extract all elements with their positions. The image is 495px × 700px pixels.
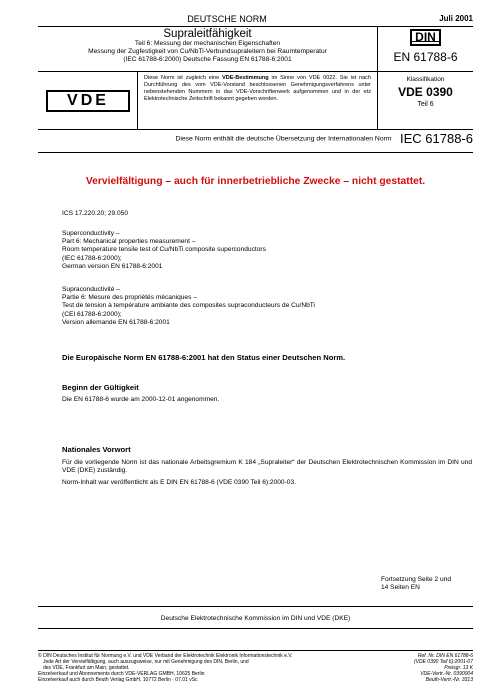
copyright-line: des VDE, Frankfurt am Main, gestattet. xyxy=(43,665,130,672)
foreword-paragraph: Norm-Inhalt war veröffentlicht als E DIN EN 61788-6 (VDE 0390 Teil 6):2000-03. xyxy=(62,479,296,486)
vde-logo-mark: VDE xyxy=(46,90,130,112)
reference-line: (VDE 0390 Teil 6):2001-07 xyxy=(413,659,473,666)
reference-line: Beuth-Vertr.-Nr. 3313 xyxy=(425,677,473,684)
document-title: Supraleitfähigkeit xyxy=(163,28,252,40)
publication-date: Juli 2001 xyxy=(439,14,473,23)
continuation-line: 14 Seiten EN xyxy=(381,584,420,592)
foreword-paragraph: Für die vorliegende Norm ist das nationale Arbeitsgremium K 184 „Supraleiter“ der Deutschen Elektrotechnischen Kommission im DIN und VDE (DKE) zuständig. xyxy=(62,459,472,475)
copyright-notice xyxy=(38,653,378,683)
vde-desc-text: im Sinne von VDE 0022. Sie ist nach Durchführung des vom VDE-Vorstand beschlossenen Genehmigungsverfahrens unter nebenstehenden Nummern in das VDE-Vorschriftenwerk aufgenommen und in der etz Elektrotechnische Zeitschrift bekannt gegeben worden. xyxy=(144,75,371,102)
din-logo: DIN xyxy=(410,29,441,46)
classification-part: Teil 6 xyxy=(417,101,434,108)
classification-block xyxy=(378,71,473,129)
french-title-line: Version allemande EN 61788-6:2001 xyxy=(62,318,170,326)
english-title-line: Part 6: Mechanical properties measurement – xyxy=(62,238,196,246)
continuation-line: Fortsetzung Seite 2 und xyxy=(381,576,452,583)
din-number: EN 61788-6 xyxy=(393,50,458,64)
french-title-line: (CEI 61788-6:2000); xyxy=(62,310,122,318)
classification-label: Klassifikation xyxy=(406,76,445,83)
ics-code: ICS 17.220.20; 29.050 xyxy=(62,210,128,217)
classification-number: VDE 0390 xyxy=(398,85,453,99)
divider xyxy=(38,628,473,629)
english-title-line: Superconductivity – xyxy=(62,230,120,237)
iec-reference-text: Diese Norm enthält die deutsche Übersetzung der Internationalen Norm xyxy=(175,135,392,143)
vde-desc-text: Diese Norm ist zugleich eine xyxy=(144,75,223,81)
copy-warning: Vervielfältigung – auch für innerbetriebliche Zwecke – nicht gestattet. xyxy=(85,176,426,187)
dke-commission: Deutsche Elektrotechnische Kommission im DIN und VDE (DKE) xyxy=(160,615,351,622)
divider xyxy=(38,650,473,651)
reference-numbers xyxy=(385,653,473,683)
continuation-note xyxy=(381,576,451,593)
title-line: Teil 6: Messung der mechanischen Eigenschaften xyxy=(134,40,281,47)
reference-line: Preisgr. 13 K xyxy=(444,665,473,672)
reference-line: Ref. Nr. DIN EN 61788-6 xyxy=(417,653,473,659)
document-header xyxy=(38,12,473,26)
copyright-line: Einzelverkauf auch durch Beuth Verlag GmbH, 10772 Berlin · 07.01 vSc xyxy=(38,677,198,684)
english-title-line: Room temperature tensile test of Cu/NbTi composite superconductors xyxy=(62,246,266,254)
validity-heading: Beginn der Gültigkeit xyxy=(62,383,139,392)
french-title-line: Test de tension à température ambiante des composites supraconducteurs de Cu/NbTi xyxy=(62,302,316,310)
iec-number: IEC 61788-6 xyxy=(400,131,473,147)
english-title xyxy=(62,230,472,271)
vde-logo xyxy=(38,71,138,129)
french-title-line: Supraconductivité – xyxy=(62,286,120,293)
title-line: (IEC 61788-6:2000) Deutsche Fassung EN 61788-6:2001 xyxy=(123,56,292,63)
iec-reference xyxy=(38,130,473,152)
norm-label: DEUTSCHE NORM xyxy=(187,14,267,24)
vde-description xyxy=(138,71,378,129)
copyright-line: © DIN Deutsches Institut für Normung e.V. und VDE Verband der Elektrotechnik Elektronik Informationstechnik e.V. xyxy=(38,653,293,659)
divider xyxy=(38,152,473,153)
vde-desc-bold: VDE-Bestimmung xyxy=(222,75,269,81)
english-title-line: (IEC 61788-6:2000); xyxy=(62,254,122,262)
title-line: Messung der Zugfestigkeit von Cu/NbTi-Verbundsupraleitern bei Raumtemperatur xyxy=(88,48,327,55)
copyright-line: Jede Art der Vervielfältigung, auch auszugsweise, nur mit Genehmigung des DIN, Berlin, und xyxy=(43,659,249,666)
din-block xyxy=(378,26,473,71)
foreword-heading: Nationales Vorwort xyxy=(62,445,131,454)
copyright-line: Einzelverkauf und Abonnements durch VDE-VERLAG GMBH, 10625 Berlin xyxy=(38,671,205,678)
divider xyxy=(38,606,473,607)
title-block xyxy=(38,26,378,71)
french-title xyxy=(62,286,472,327)
validity-text: Die EN 61788-6 wurde am 2000-12-01 angenommen. xyxy=(62,396,220,403)
reference-line: VDE-Vertr.-Nr. 0390004 xyxy=(420,671,473,678)
english-title-line: German version EN 61788-6:2001 xyxy=(62,262,163,270)
french-title-line: Partie 6: Mesure des propriétés mécaniques – xyxy=(62,294,197,302)
status-statement: Die Europäische Norm EN 61788-6:2001 hat den Status einer Deutschen Norm. xyxy=(62,353,346,362)
